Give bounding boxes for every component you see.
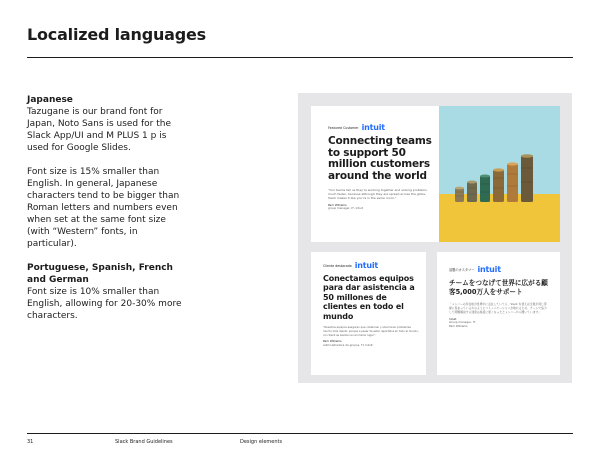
english-card-headline: Connecting teams to support 50 million customers around the world [328,135,432,182]
japanese-card-signature [449,318,549,329]
page-title: Localized languages [27,25,206,44]
japanese-card-name: Intuit [449,316,457,321]
japanese-card-header [449,265,549,274]
footer-doc-title: Slack Brand Guidelines [115,439,173,445]
japanese-card-name-2: Pam Williams [449,323,468,328]
coin-stack-1 [455,187,464,202]
footer-page-number: 31 [27,439,34,445]
romance-body: Font size is 10% smaller than English, allowing for 20-30% more characters. [27,287,182,321]
examples-panel [298,93,572,383]
coin-stack-3 [480,175,490,203]
romance-section [27,262,187,322]
coin-stack-6 [521,154,533,202]
japanese-card-quote: 「メンバーの所在地が世界中に点在していても、Slack を使えば全員が同じ部屋に集まっているかのようにコミュニケーションが取れるため、チームで協力して問題解決する速度は格段に速くなったとメンバーから聞いています」 [449,302,547,315]
coin-stack-2 [467,181,477,203]
english-customer-card [311,106,560,242]
body-copy [27,94,187,334]
english-card-header [328,123,433,132]
spanish-card-signature [323,340,419,347]
spanish-card-name: Pam Williams [323,339,342,344]
footer-section: Design elements [240,439,283,445]
english-card-role: group manager, IT, Intuit [328,206,364,211]
japanese-card-label: 話題のカスタマー [449,268,475,272]
footer-divider [27,433,573,434]
intuit-logo: intuit [361,123,385,132]
spanish-card-quote: “Nuestros equipos aseguran que colaboran y solucionan problemas mucho más rápido, porque a pesar de estar repartidos en todo el mundo, con Slack se sienten en el mismo lugar”. [323,326,419,337]
coin-stacks-illustration [439,106,560,242]
japanese-size-note: Font size is 15% smaller than English. In general, Japanese characters tend to be bigger than Roman letters and numbers even when set at the same font size (with “Western” fonts, in particular). [27,167,180,249]
japanese-card-headline: チームをつなげて世界に広がる顧客5,000万人をサポート [449,279,548,296]
japanese-customer-card [437,252,560,375]
intuit-logo: intuit [354,261,379,270]
japanese-section [27,94,187,154]
english-card-label: Featured Customer [328,125,359,130]
spanish-card-role: administradora de grupos, TI, Intuit [323,343,373,348]
japanese-card-role: Group manager, IT [449,320,476,325]
spanish-card-header [323,261,419,270]
romance-heading: Portuguese, Spanish, French and German [27,263,173,285]
english-card-quote: “Our teams tell us they’re working together and solving problems much faster, because although they are spread across the globe, Slack makes it like you’re in the same room.” [328,188,427,201]
english-card-signature [328,204,433,211]
intuit-logo: intuit [477,265,501,274]
coin-stack-5 [507,162,518,202]
spanish-card-label: Cliente destacado [323,263,352,268]
english-card-name: Pam Williams [328,202,347,207]
coin-stack-4 [493,168,504,202]
header-divider [27,57,573,58]
japanese-heading: Japanese [27,95,73,105]
japanese-body: Tazugane is our brand font for Japan, Noto Sans is used for the Slack App/UI and M PLUS 1 p is used for Google Slides. [27,107,171,153]
spanish-card-headline: Conectamos equipos para dar asistencia a 50 millones de clientes en todo el mundo [323,274,415,321]
coins-photo [439,106,560,242]
spanish-customer-card [311,252,426,375]
